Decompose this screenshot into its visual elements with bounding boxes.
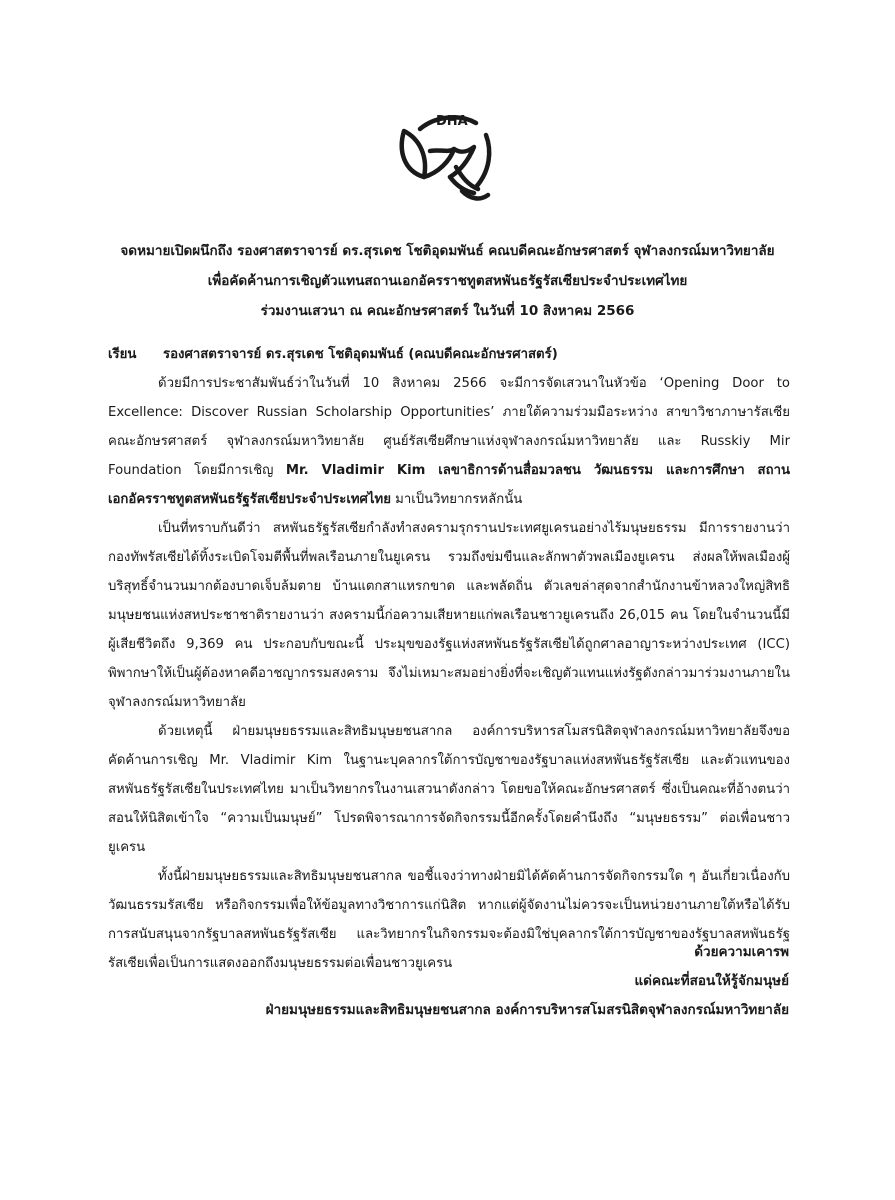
- closing-signature: ฝ่ายมนุษยธรรมและสิทธิมนุษยชนสากล องค์การบริหารสโมสรนิสิตจุฬาลงกรณ์มหาวิทยาลัย: [265, 1002, 789, 1018]
- closing-line-1: ด้วยความเคารพ: [694, 944, 789, 960]
- letter-closing: [189, 938, 789, 1025]
- dove-leaf-logo-icon: [390, 95, 505, 205]
- paragraph-4: ทั้งนี้ฝ่ายมนุษยธรรมและสิทธิมนุษยชนสากล ขอชี้แจงว่าทางฝ่ายมิได้คัดค้านการจัดกิจกรรมใด ๆ อันเกี่ยวเนื่องกับวัฒนธรรมรัสเซีย หรือกิจกรรมเพื่อให้ข้อมูลทางวิชาการแก่นิสิต หากแต่ผู้จัดงานไม่ควรจะเป็นหน่วยงานภายใต้หรือได้รับการสนับสนุนจากรัฐบาลสหพันธรัฐรัสเซีย และวิทยากรในกิจกรรมจะต้องมิใช่บุคลากรใต้การบัญชาของรัฐบาลสหพันธรัฐรัสเซียเพื่อเป็นการแสดงออกถึงมนุษยธรรมต่อเพื่อนชาวยูเครน: [108, 869, 790, 971]
- letter-heading: [60, 236, 835, 326]
- paragraph-1-text-b: มาเป็นวิทยากรหลักนั้น: [390, 492, 523, 507]
- closing-line-2: แด่คณะที่สอนให้รู้จักมนุษย์: [634, 973, 789, 989]
- paragraph-2: เป็นที่ทราบกันดีว่า สหพันธรัฐรัสเซียกำลังทำสงครามรุกรานประเทศยูเครนอย่างไร้มนุษยธรรม มีการรายงานว่ากองทัพรัสเซียได้ทิ้งระเบิดโจมตีพื้นที่พลเรือนภายในยูเครน รวมถึงข่มขืนและลักพาตัวพลเมืองยูเครน ส่งผลให้พลเมืองผู้บริสุทธิ์จำนวนมากต้องบาดเจ็บล้มตาย บ้านแตกสาแหรกขาด และพลัดถิ่น ตัวเลขล่าสุดจากสำนักงานข้าหลวงใหญ่สิทธิมนุษยชนแห่งสหประชาชาติรายงานว่า สงครามนี้ก่อความเสียหายแก่พลเรือนชาวยูเครนถึง 26,015 คน โดยในจำนวนนี้มีผู้เสียชีวิตถึง 9,369 คน ประกอบกับขณะนี้ ประมุขของรัฐแห่งสหพันธรัฐรัสเซียได้ถูกศาลอาญาระหว่างประเทศ (ICC) พิพากษาให้เป็นผู้ต้องหาคดีอาชญากรรมสงคราม จึงไม่เหมาะสมอย่างยิ่งที่จะเชิญตัวแทนแห่งรัฐดังกล่าวมาร่วมงานภายในจุฬาลงกรณ์มหาวิทยาลัย: [108, 521, 790, 710]
- logo-text: DHA: [436, 114, 468, 129]
- paragraph-1: [108, 369, 790, 514]
- paragraph-1-text-a: ด้วยมีการประชาสัมพันธ์ว่าในวันที่ 10 สิงหาคม 2566 จะมีการจัดเสวนาในหัวข้อ ‘Opening Door to Excellence: Discover Russian Scholarship Opportunities’ ภายใต้ความร่วมมือระหว่าง สาขาวิชาภาษารัสเซีย คณะอักษรศาสตร์ จุฬาลงกรณ์มหาวิทยาลัย ศูนย์รัสเซียศึกษาแห่งจุฬาลงกรณ์มหาวิทยาลัย และ Russkiy Mir Foundation โดยมีการเชิญ: [108, 376, 790, 478]
- salutation-recipient: รองศาสตราจารย์ ดร.สุรเดช โชติอุดมพันธ์ (คณบดีคณะอักษรศาสตร์): [163, 347, 558, 362]
- heading-line-2: เพื่อคัดค้านการเชิญตัวแทนสถานเอกอัครราชทูตสหพันธรัฐรัสเซียประจำประเทศไทย: [207, 273, 688, 289]
- paragraph-1-bold: Mr. Vladimir Kim เลขาธิการด้านสื่อมวลชน วัฒนธรรม และการศึกษา สถานเอกอัครราชทูตสหพันธรัฐรัสเซียประจำประเทศไทย: [108, 463, 791, 507]
- heading-line-1: จดหมายเปิดผนึกถึง รองศาสตราจารย์ ดร.สุรเดช โชติอุดมพันธ์ คณบดีคณะอักษรศาสตร์ จุฬาลงกรณ์มหาวิทยาลัย: [120, 243, 775, 259]
- letter-body: [108, 340, 790, 978]
- heading-line-3: ร่วมงานเสวนา ณ คณะอักษรศาสตร์ ในวันที่ 10 สิงหาคม 2566: [260, 303, 635, 319]
- salutation-label: เรียน: [108, 347, 137, 362]
- paragraph-3: ด้วยเหตุนี้ ฝ่ายมนุษยธรรมและสิทธิมนุษยชนสากล องค์การบริหารสโมสรนิสิตจุฬาลงกรณ์มหาวิทยาลัยจึงขอคัดค้านการเชิญ Mr. Vladimir Kim ในฐานะบุคลากรใต้การบัญชาของรัฐบาลแห่งสหพันธรัฐรัสเซีย และตัวแทนของสหพันธรัฐรัสเซียในประเทศไทย มาเป็นวิทยากรในงานเสวนาดังกล่าว โดยขอให้คณะอักษรศาสตร์ ซึ่งเป็นคณะที่อ้างตนว่าสอนให้นิสิตเข้าใจ “ความเป็นมนุษย์” โปรดพิจารณาการจัดกิจกรรมนี้อีกครั้งโดยคำนึงถึง “มนุษยธรรม” ต่อเพื่อนชาวยูเครน: [108, 724, 790, 855]
- salutation: [108, 340, 790, 369]
